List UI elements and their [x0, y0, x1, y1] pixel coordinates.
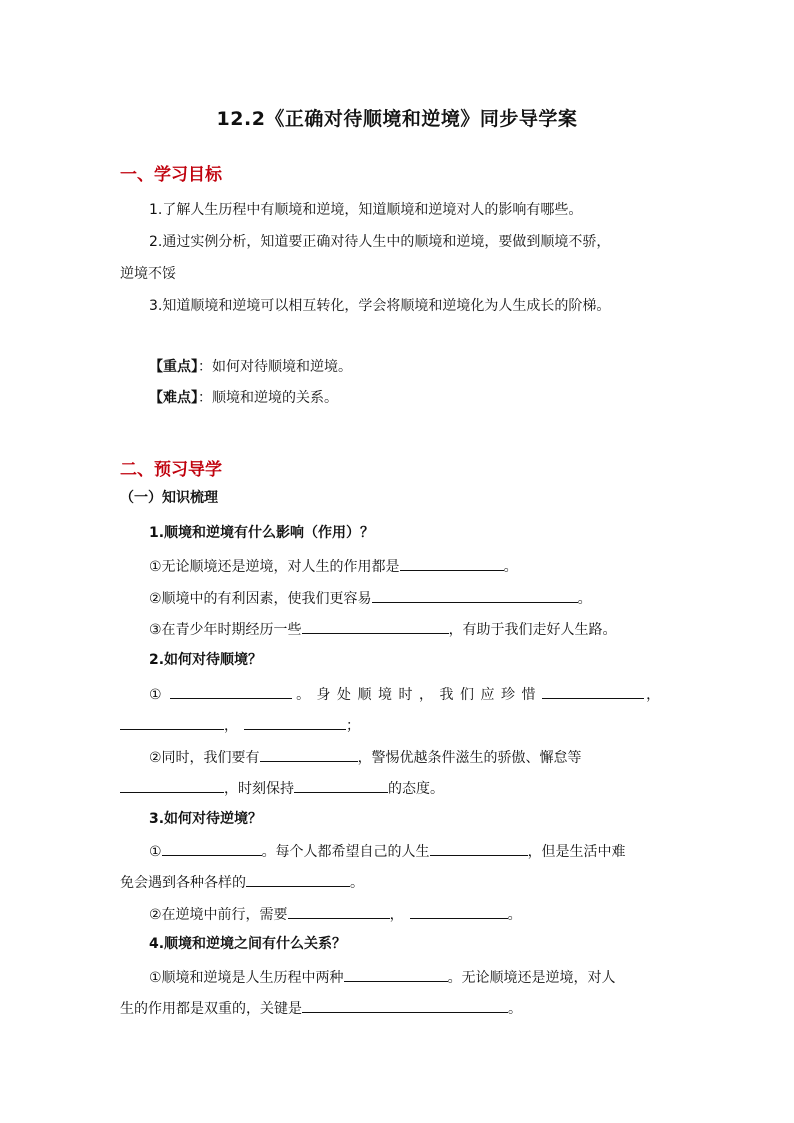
goal-3: 3.知道顺境和逆境可以相互转化，学会将顺境和逆境化为人生成长的阶梯。: [149, 298, 611, 314]
q1-line-2: [149, 587, 592, 609]
document-title: 12.2《正确对待顺境和逆境》同步导学案: [216, 108, 578, 130]
q3-line-3-end: 。: [507, 907, 522, 923]
q1-line-3-text: ③在青少年时期经历一些: [149, 622, 302, 638]
q3-line-1: [149, 840, 626, 862]
q4-line-1-text: ①顺境和逆境是人生历程中两种: [149, 970, 344, 986]
fill-blank[interactable]: [244, 714, 346, 730]
q1-line-3-end: ，有助于我们走好人生路。: [448, 622, 617, 638]
fill-blank[interactable]: [120, 714, 224, 730]
q3-line-2: [120, 871, 364, 893]
q2-line-3: [149, 746, 582, 768]
q3-line-1-mark: ①: [149, 844, 162, 860]
fill-blank[interactable]: [430, 840, 528, 856]
q2-line-4-end: 的态度。: [388, 781, 444, 797]
q4-line-2-text: 生的作用都是双重的，关键是: [120, 1001, 302, 1017]
fill-blank[interactable]: [294, 777, 388, 793]
key-point: [149, 357, 352, 377]
goal-2-line-2: 逆境不馁: [120, 266, 176, 282]
q3-line-3-text: ②在逆境中前行，需要: [149, 907, 288, 923]
question-1-title: 1.顺境和逆境有什么影响（作用）？: [149, 525, 375, 541]
q2-line-1: [149, 683, 667, 705]
q2-line-1-end: ，: [646, 687, 667, 703]
q2-line-4-text: ，时刻保持: [224, 781, 294, 797]
subsection-knowledge: （一）知识梳理: [120, 490, 218, 506]
q3-line-2-end: 。: [350, 875, 364, 891]
goal-1: 1.了解人生历程中有顺境和逆境，知道顺境和逆境对人的影响有哪些。: [149, 202, 583, 218]
fill-blank[interactable]: [288, 903, 390, 919]
fill-blank[interactable]: [302, 618, 449, 634]
difficult-point-text: ：顺境和逆境的关系。: [198, 390, 338, 406]
q3-line-2-text: 免会遇到各种各样的: [120, 875, 246, 891]
question-2-title: 2.如何对待顺境？: [149, 652, 263, 668]
key-point-label: 【重点】: [149, 359, 198, 375]
q3-line-1-text: 。每个人都希望自己的人生: [261, 844, 430, 860]
q2-line-1-text: 。身处顺境时，我们应珍惜: [296, 687, 543, 703]
q1-line-2-end: 。: [577, 591, 592, 607]
q1-line-1-end: 。: [503, 559, 518, 575]
section-heading-preview: 二、预习导学: [120, 460, 222, 480]
section-heading-learning-goals: 一、学习目标: [120, 165, 222, 185]
q2-line-3-text: ②同时，我们要有: [149, 750, 260, 766]
difficult-point: [149, 388, 338, 408]
fill-blank[interactable]: [260, 746, 358, 762]
q2-line-4: [120, 777, 444, 799]
q3-line-1-end: ，但是生活中难: [527, 844, 626, 860]
q1-line-2-text: ②顺境中的有利因素，使我们更容易: [149, 591, 372, 607]
fill-blank[interactable]: [246, 871, 350, 887]
question-4-title: 4.顺境和逆境之间有什么关系？: [149, 936, 347, 952]
key-point-text: ：如何对待顺境和逆境。: [198, 359, 352, 375]
goal-2-line-1: 2.通过实例分析，知道要正确对待人生中的顺境和逆境，要做到顺境不骄，: [149, 234, 611, 250]
fill-blank[interactable]: [410, 903, 508, 919]
q1-line-3: [149, 618, 617, 640]
fill-blank[interactable]: [542, 683, 644, 699]
q3-line-3-sep: ，: [389, 907, 404, 923]
fill-blank[interactable]: [170, 683, 292, 699]
q3-line-3: [149, 903, 522, 925]
fill-blank[interactable]: [372, 587, 578, 603]
q4-line-2-end: 。: [508, 1001, 522, 1017]
q2-line-3-cont: ，警惕优越条件滋生的骄傲、懈怠等: [357, 750, 582, 766]
q4-line-2: [120, 997, 522, 1019]
q2-line-2-sep: ，: [224, 718, 238, 734]
difficult-point-label: 【难点】: [149, 390, 198, 406]
question-3-title: 3.如何对待逆境？: [149, 811, 263, 827]
fill-blank[interactable]: [162, 840, 262, 856]
fill-blank[interactable]: [344, 966, 448, 982]
q4-line-1: [149, 966, 616, 988]
fill-blank[interactable]: [400, 555, 504, 571]
fill-blank[interactable]: [302, 997, 508, 1013]
q1-line-1-text: ①无论顺境还是逆境，对人生的作用都是: [149, 559, 400, 575]
q1-line-1: [149, 555, 518, 577]
q2-line-2: [120, 714, 360, 736]
q4-line-1-cont: 。无论顺境还是逆境，对人: [447, 970, 616, 986]
fill-blank[interactable]: [120, 777, 224, 793]
q2-line-2-end: ；: [346, 718, 360, 734]
q2-line-1-mark: ①: [149, 687, 169, 703]
